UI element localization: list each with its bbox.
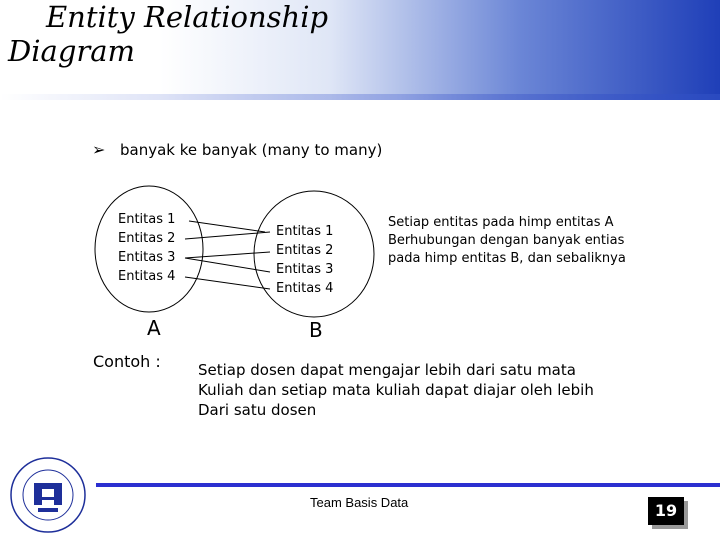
set-b-item: Entitas 2 [276, 243, 334, 258]
relationship-description [388, 214, 678, 268]
set-a-item: Entitas 2 [118, 231, 176, 246]
set-b-item: Entitas 1 [276, 224, 334, 239]
example-line: Kuliah dan setiap mata kuliah dapat diajar oleh lebih [198, 381, 594, 399]
example-label: Contoh : [93, 352, 161, 371]
set-b-item: Entitas 3 [276, 262, 334, 277]
connector-line [185, 258, 270, 272]
set-a-items [118, 210, 175, 286]
set-b-items [276, 222, 333, 298]
arrow-bullet-icon: ➢ [92, 140, 106, 159]
title-line-2: Diagram [8, 34, 136, 68]
description-line: Berhubungan dengan banyak entias [388, 233, 625, 248]
set-a-item: Entitas 4 [118, 269, 176, 284]
description-line: pada himp entitas B, dan sebaliknya [388, 251, 626, 266]
connector-line [185, 232, 270, 239]
set-b-item: Entitas 4 [276, 281, 334, 296]
example-line: Setiap dosen dapat mengajar lebih dari satu mata [198, 361, 576, 379]
bullet-text: banyak ke banyak (many to many) [120, 141, 383, 159]
footer-divider [96, 483, 720, 487]
set-a-item: Entitas 3 [118, 250, 176, 265]
title-line-1: Entity Relationship [46, 0, 329, 34]
set-a-label: A [147, 316, 161, 340]
example-line: Dari satu dosen [198, 401, 317, 419]
description-line: Setiap entitas pada himp entitas A [388, 215, 614, 230]
university-logo [8, 453, 88, 537]
connector-line [185, 252, 270, 258]
example-text [198, 360, 668, 420]
page-number: 19 [648, 497, 684, 525]
connector-line [185, 277, 270, 289]
set-a-item: Entitas 1 [118, 212, 176, 227]
set-b-label: B [309, 318, 323, 342]
footer-text: Team Basis Data [310, 495, 409, 510]
